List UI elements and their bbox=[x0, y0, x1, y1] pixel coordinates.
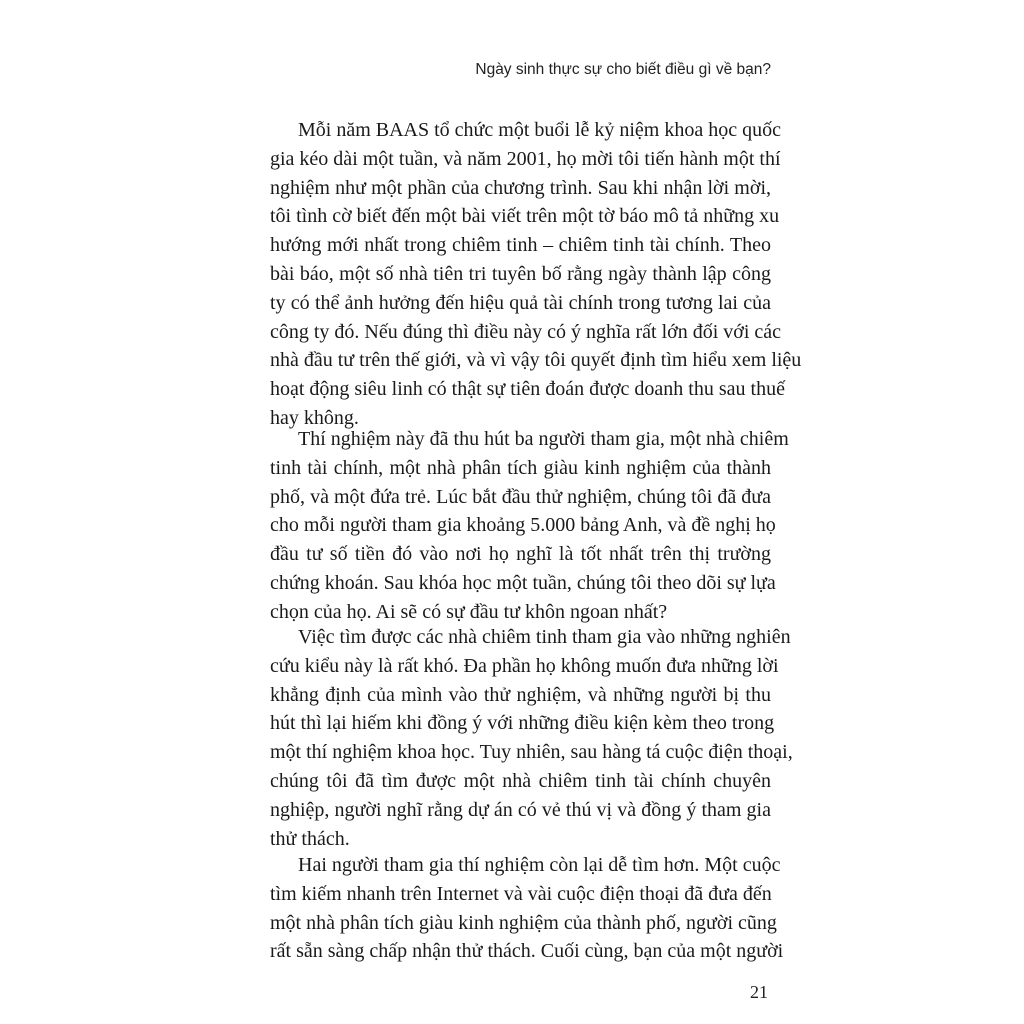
text-line: nghiệm như một phần của chương trình. Sau khi nhận lời mời, bbox=[270, 176, 771, 199]
text-line: phố, và một đứa trẻ. Lúc bắt đầu thử nghiệm, chúng tôi đã đưa bbox=[270, 485, 771, 508]
paragraph bbox=[270, 623, 793, 853]
text-line: hay không. bbox=[270, 406, 359, 429]
text-line: một thí nghiệm khoa học. Tuy nhiên, sau hàng tá cuộc điện thoại, bbox=[270, 741, 793, 764]
text-line: hoạt động siêu linh có thật sự tiên đoán được doanh thu sau thuế bbox=[270, 378, 785, 401]
text-line: hút thì lại hiếm khi đồng ý với những điều kiện kèm theo trong bbox=[270, 712, 775, 735]
text-line: rất sẵn sàng chấp nhận thử thách. Cuối cùng, bạn của một người bbox=[270, 940, 784, 963]
text-line: chứng khoán. Sau khóa học một tuần, chúng tôi theo dõi sự lựa bbox=[270, 571, 776, 594]
text-line: nghiệp, người nghĩ rằng dự án có vẻ thú vị và đồng ý tham gia bbox=[270, 798, 771, 821]
text-line: tôi tình cờ biết đến một bài viết trên một tờ báo mô tả những xu bbox=[270, 205, 780, 228]
text-line: cho mỗi người tham gia khoảng 5.000 bảng Anh, và đề nghị họ bbox=[270, 514, 776, 537]
text-line: tìm kiếm nhanh trên Internet và vài cuộc điện thoại đã đưa đến bbox=[270, 882, 772, 905]
page-number: 21 bbox=[750, 982, 768, 1002]
text-line: chọn của họ. Ai sẽ có sự đầu tư khôn ngoan nhất? bbox=[270, 600, 668, 623]
text-line: bài báo, một số nhà tiên tri tuyên bố rằng ngày thành lập công bbox=[270, 262, 771, 285]
text-line: Hai người tham gia thí nghiệm còn lại dễ tìm hơn. Một cuộc bbox=[298, 854, 781, 876]
running-head: Ngày sinh thực sự cho biết điều gì về bạn? bbox=[475, 61, 771, 78]
text-line: đầu tư số tiền đó vào nơi họ nghĩ là tốt nhất trên thị trường bbox=[270, 543, 771, 566]
text-line: một nhà phân tích giàu kinh nghiệm của thành phố, người cũng bbox=[270, 911, 777, 934]
text-line: cứu kiểu này là rất khó. Đa phần họ không muốn đưa những lời bbox=[270, 654, 779, 677]
text-line: tinh tài chính, một nhà phân tích giàu kinh nghiệm của thành bbox=[270, 456, 771, 479]
paragraph bbox=[270, 425, 789, 627]
paragraph bbox=[270, 851, 784, 966]
text-line: công ty đó. Nếu đúng thì điều này có ý nghĩa rất lớn đối với các bbox=[270, 320, 782, 343]
text-line: Thí nghiệm này đã thu hút ba người tham gia, một nhà chiêm bbox=[298, 428, 789, 450]
paragraph bbox=[270, 116, 802, 433]
text-line: chúng tôi đã tìm được một nhà chiêm tinh tài chính chuyên bbox=[270, 769, 771, 792]
text-line: ty có thể ảnh hưởng đến hiệu quả tài chính trong tương lai của bbox=[270, 291, 771, 314]
text-line: nhà đầu tư trên thế giới, và vì vậy tôi quyết định tìm hiểu xem liệu bbox=[270, 349, 802, 372]
text-line: hướng mới nhất trong chiêm tinh – chiêm tinh tài chính. Theo bbox=[270, 234, 771, 257]
text-line: thử thách. bbox=[270, 827, 350, 850]
text-line: Việc tìm được các nhà chiêm tinh tham gia vào những nghiên bbox=[298, 626, 791, 648]
text-line: gia kéo dài một tuần, và năm 2001, họ mời tôi tiến hành một thí bbox=[270, 147, 781, 170]
text-line: Mỗi năm BAAS tổ chức một buổi lễ kỷ niệm khoa học quốc bbox=[298, 119, 781, 141]
text-line: khẳng định của mình vào thử nghiệm, và những người bị thu bbox=[270, 683, 771, 706]
